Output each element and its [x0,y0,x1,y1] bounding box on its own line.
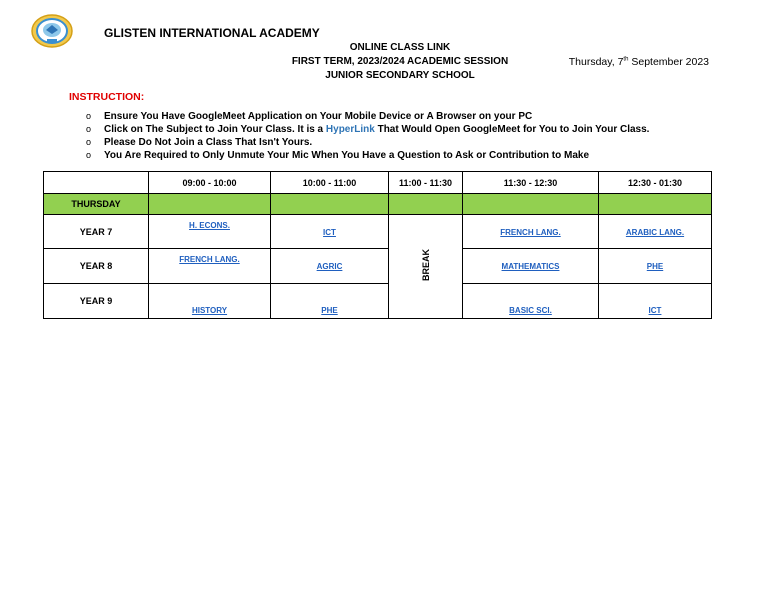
bullet-icon: o [86,137,92,147]
class-link[interactable]: ICT [323,227,336,237]
class-link[interactable]: AGRIC [316,262,343,271]
instruction-title: INSTRUCTION: [69,91,145,103]
year-label: YEAR 8 [44,249,149,284]
section-title: JUNIOR SECONDARY SCHOOL [325,70,475,81]
school-logo [30,13,74,49]
date-label: Thursday, 7th September 2023 [568,56,709,68]
corner-cell [44,172,149,194]
time-slot: 11:30 - 12:30 [463,172,599,194]
bullet-icon: o [86,111,92,121]
instruction-item: o Ensure You Have GoogleMeet Application on Your Mobile Device or A Browser on your PC [86,111,533,122]
class-link[interactable]: H. ECONS. [189,221,230,230]
class-link[interactable]: ARABIC LANG. [625,227,685,237]
term-title: FIRST TERM, 2023/2024 ACADEMIC SESSION [291,56,509,67]
hyperlink-word: HyperLink [325,124,375,135]
time-slot: 09:00 - 10:00 [149,172,271,194]
instruction-item: o You Are Required to Only Unmute Your Mic When You Have a Question to Ask or Contribution to Make [86,150,590,161]
class-link[interactable]: BASIC SCI. [509,306,552,315]
time-slot: 10:00 - 11:00 [271,172,389,194]
time-slot: 12:30 - 01:30 [599,172,712,194]
day-row [44,194,712,215]
break-cell [389,215,463,319]
bullet-icon: o [86,124,92,134]
day-label: THURSDAY [44,194,149,215]
class-link[interactable]: ICT [648,306,662,315]
time-slot: 11:00 - 11:30 [389,172,463,194]
bullet-icon: o [86,150,92,160]
year-label: YEAR 9 [44,284,149,319]
class-link[interactable]: HISTORY [191,306,228,315]
class-link[interactable]: FRENCH LANG. [179,255,240,264]
school-name: GLISTEN INTERNATIONAL ACADEMY [104,26,320,40]
doc-title: ONLINE CLASS LINK [349,42,451,53]
table-row [44,284,712,319]
class-link[interactable]: PHE [646,262,664,271]
table-row [44,215,712,249]
class-link[interactable]: FRENCH LANG. [500,227,561,237]
table-row [44,249,712,284]
instruction-item: o Please Do Not Join a Class That Isn't Yours. [86,137,313,148]
instruction-item: o Click on The Subject to Join Your Class. It is a HyperLink That Would Open GoogleMeet for You to Join Your Class. [86,124,650,135]
instruction-list [86,110,649,162]
time-header-row [44,172,712,194]
year-label: YEAR 7 [44,215,149,249]
break-label: BREAK [420,249,431,282]
timetable [43,171,712,319]
class-link[interactable]: MATHEMATICS [501,262,560,271]
class-link[interactable]: PHE [321,306,338,315]
